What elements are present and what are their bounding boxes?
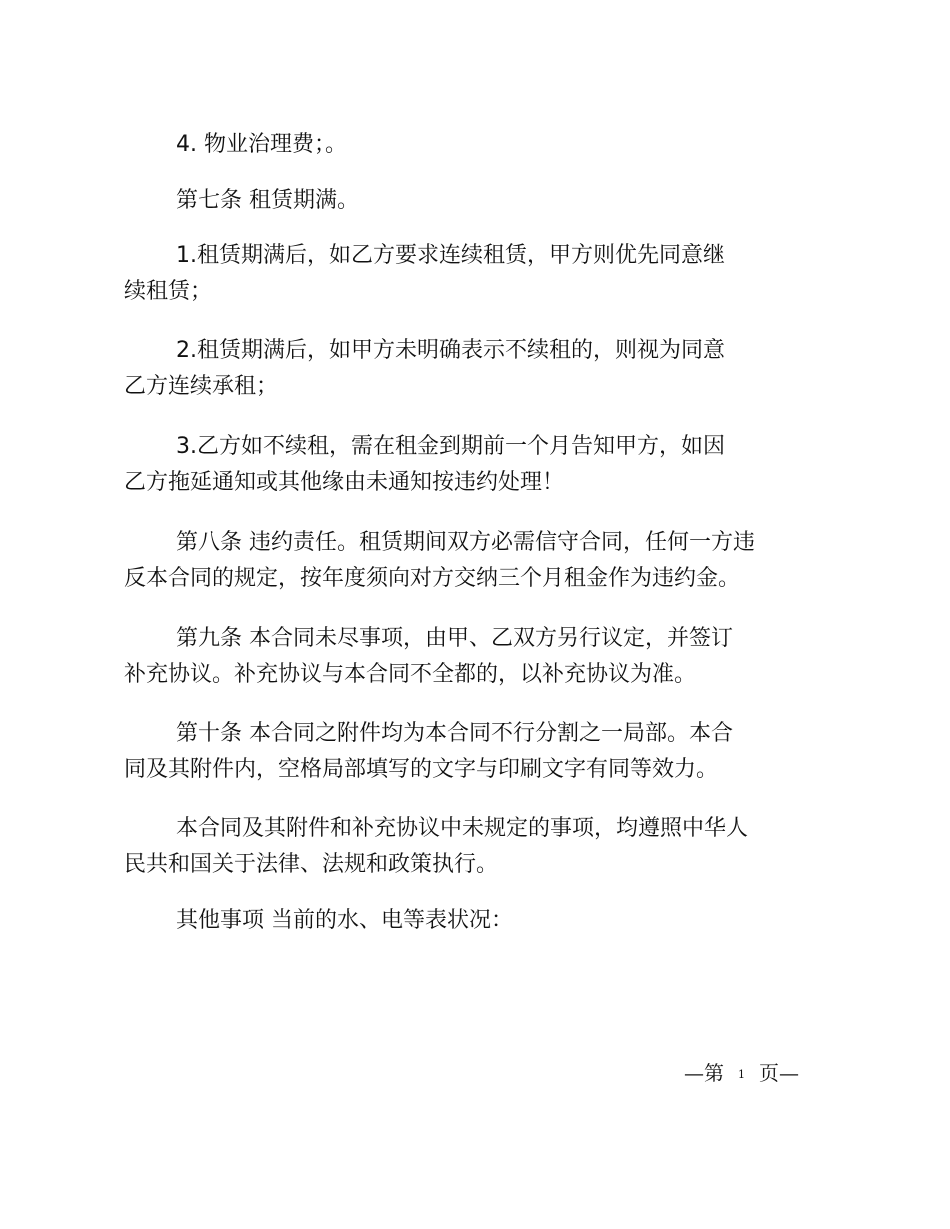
article-8-paragraph — [124, 525, 836, 597]
footer-suffix: 页— — [759, 1061, 799, 1085]
paragraph-line: 3.乙方如不续租，需在租金到期前一个月告知甲方，如因 — [176, 434, 725, 459]
paragraph-line: 第八条 违约责任。租赁期间双方必需信守合同，任何一方违 — [176, 530, 755, 555]
paragraph-line: 乙方拖延通知或其他缘由未通知按违约处理！ — [124, 470, 565, 495]
paragraph-line: 补充协议。补充协议与本合同不全都的，以补充协议为准。 — [124, 662, 697, 687]
page-number: 1 — [738, 1067, 745, 1081]
other-matters-paragraph — [124, 903, 836, 939]
paragraph-line: 其他事项 当前的水、电等表状况： — [176, 908, 513, 933]
footer-prefix: —第 — [684, 1061, 724, 1085]
paragraph-line: 反本合同的规定，按年度须向对方交纳三个月租金作为违约金。 — [124, 566, 741, 591]
paragraph-line: 2.租赁期满后，如甲方未明确表示不续租的，则视为同意 — [176, 338, 725, 363]
paragraph-line: 同及其附件内，空格局部填写的文字与印刷文字有同等效力。 — [124, 757, 719, 782]
paragraph-line: 4. 物业治理费；。 — [176, 132, 347, 157]
paragraph-line: 本合同及其附件和补充协议中未规定的事项，均遵照中华人 — [176, 816, 749, 841]
page-footer — [684, 1058, 799, 1090]
article-7-heading — [124, 183, 836, 219]
paragraph-item-4 — [124, 127, 836, 163]
paragraph-line: 第九条 本合同未尽事项，由甲、乙双方另行议定，并签订 — [176, 626, 733, 651]
paragraph-item-3 — [124, 429, 836, 501]
general-provisions-paragraph — [124, 811, 836, 883]
article-9-paragraph — [124, 621, 836, 693]
paragraph-line: 1.租赁期满后，如乙方要求连续租赁，甲方则优先同意继 — [176, 243, 725, 268]
paragraph-line: 续租赁； — [124, 279, 213, 304]
paragraph-line: 乙方连续承租； — [124, 374, 279, 399]
paragraph-item-2 — [124, 333, 836, 405]
paragraph-line: 第七条 租赁期满。 — [176, 188, 359, 213]
paragraph-line: 民共和国关于法律、法规和政策执行。 — [124, 852, 499, 877]
paragraph-line: 第十条 本合同之附件均为本合同不行分割之一局部。本合 — [176, 721, 733, 746]
article-10-paragraph — [124, 716, 836, 788]
paragraph-item-1 — [124, 238, 836, 310]
